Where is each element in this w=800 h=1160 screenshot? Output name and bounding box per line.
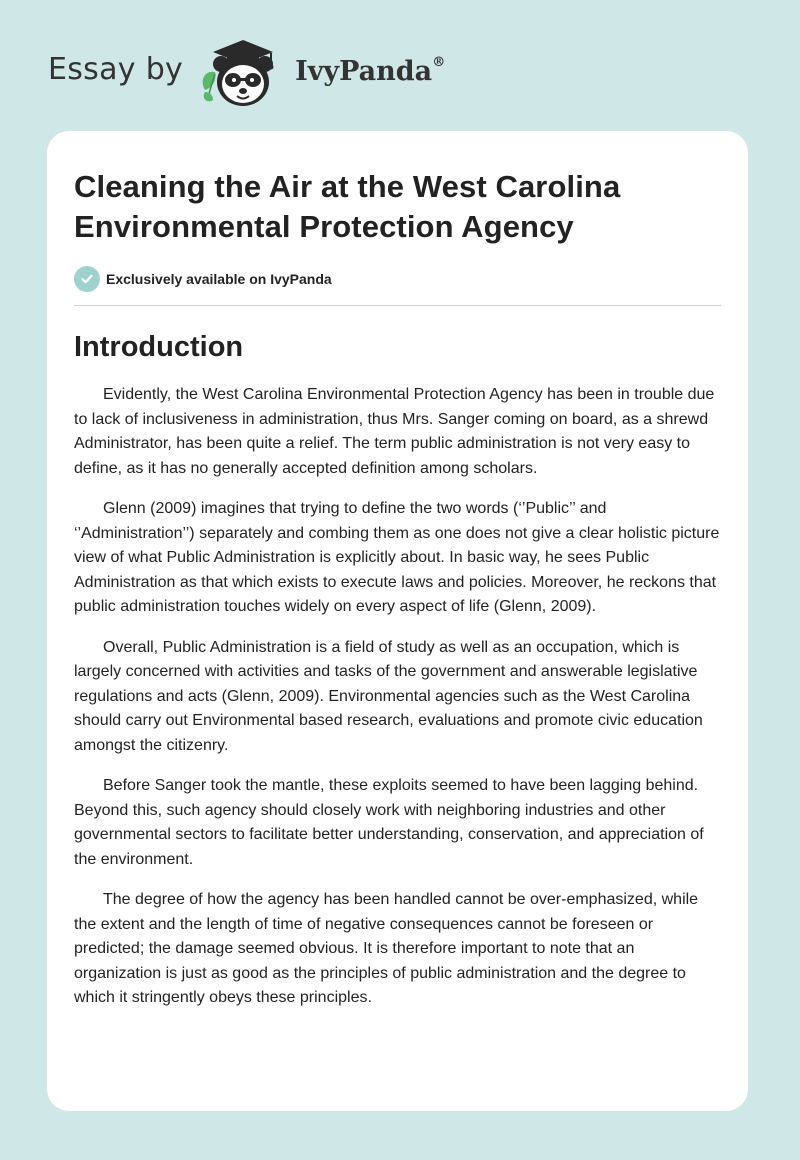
essay-title: Cleaning the Air at the West Carolina Environmental Protection Agency xyxy=(74,169,621,244)
paragraph: Overall, Public Administration is a field of study as well as an occupation, which is largely concerned with activities and tasks of the government and answerable legislative regulations and acts (Glenn, 2009). Environmental agencies such as the West Carolina should carry out Environmental based research, evaluations and promote civic education amongst the citizenry. xyxy=(74,638,703,754)
exclusive-badge-label: Exclusively available on IvyPanda xyxy=(106,271,332,287)
divider xyxy=(74,305,721,306)
paragraph: Before Sanger took the mantle, these exploits seemed to have been lagging behind. Beyond this, such agency should closely work with neighboring industries and other governmental sectors to facilitate better understanding, conservation, and appreciation of the environment. xyxy=(74,777,704,868)
paragraph: Glenn (2009) imagines that trying to define the two words (‘’Public’’ and ‘’Administration’’) separately and combing them as one does not give a clear holistic picture view of what Public Administration is explicitly about. In basic way, he sees Public Administration as that which exists to execute laws and policies. Moreover, he reckons that public administration touches widely on every aspect of life (Glenn, 2009). xyxy=(74,500,720,615)
essay-by-label: Essay by xyxy=(48,51,184,87)
brand-name[interactable]: IvyPanda® xyxy=(295,54,446,87)
paragraph: The degree of how the agency has been handled cannot be over-emphasized, while the extent and the length of time of negative consequences cannot be foreseen or predicted; the damage seemed obvious. It is therefore important to note that an organization is just as good as the principles of public administration and the degree to which it stringently obeys these principles. xyxy=(74,891,699,1006)
paragraph: Evidently, the West Carolina Environmental Protection Agency has been in trouble due to lack of inclusiveness in administration, thus Mrs. Sanger coming on board, as a shrewd Administrator, has been quite a relief. The term public administration is not very easy to define, as it has no generally accepted definition among scholars. xyxy=(74,386,715,477)
check-circle-icon xyxy=(74,266,100,292)
section-title: Introduction xyxy=(74,331,244,363)
site-header xyxy=(48,34,445,110)
panda-logo-icon[interactable] xyxy=(197,34,289,110)
registered-mark: ® xyxy=(432,54,446,70)
exclusive-badge xyxy=(74,265,721,293)
essay-card xyxy=(47,131,748,1111)
